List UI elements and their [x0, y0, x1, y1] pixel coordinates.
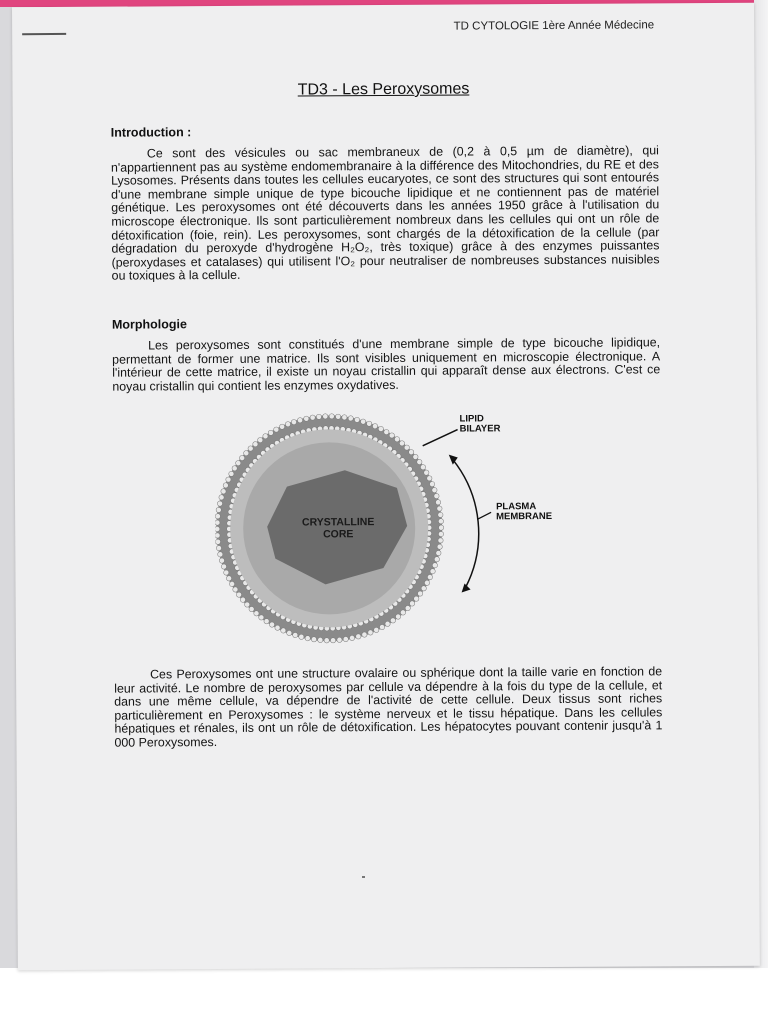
lipid-head: [249, 606, 254, 611]
lipid-head: [330, 638, 335, 643]
lipid-head: [424, 580, 429, 585]
lipid-head: [274, 427, 279, 432]
lipid-head: [224, 570, 229, 575]
lipid-head: [405, 606, 410, 611]
crystalline-core-label: [278, 516, 398, 541]
lipid-head: [410, 601, 415, 606]
lipid-head: [438, 519, 443, 524]
lipid-head: [324, 638, 329, 643]
lipid-head: [275, 625, 280, 630]
lipid-head: [434, 557, 439, 562]
lipid-head: [337, 637, 342, 642]
lipid-head: [223, 483, 228, 488]
lipid-head: [285, 422, 290, 427]
morphologie-heading: Morphologie: [111, 317, 187, 332]
lipid-head: [279, 424, 284, 429]
lipid-head: [226, 477, 231, 482]
peroxisome-diagram: [214, 407, 555, 649]
lipid-head: [297, 418, 302, 423]
core-label-line2: CORE: [323, 528, 354, 541]
lipid-head: [379, 625, 384, 630]
lipid-head: [399, 441, 404, 446]
lipid-head: [215, 514, 220, 519]
lipid-head: [316, 414, 321, 419]
lipid-head: [427, 575, 432, 580]
course-header: TD CYTOLOGIE 1ère Année Médecine: [453, 19, 655, 33]
lipid-head: [215, 520, 220, 525]
lipid-head: [413, 454, 418, 459]
introduction-paragraph: Ce sont des vésicules ou sac membraneux de (0,2 à 0,5 µm de diamètre), qui n'appartiennent pas au système endomembranaire à la différence des Mitochondries, du RE et des Lysosomes. Présents dans toutes les cellules eucaryotes, ce sont des structures qui sont entourés d'une membrane simple unique de type bicouche lipidique et ne contiennent pas de matériel génétique. Les peroxysomes ont été découverts dans les années 1950 grâce à l'utilisation du microscope électronique. Ils sont particulièrement nombreux dans les cellules qui ont un rôle de détoxification (foie, rein). Les peroxysomes, sont chargés de la détoxification de la cellule (par dégradation du peroxyde d'hydrogène H₂O₂, très toxique) grâce à des enzymes puissantes (peroxydases et catalases) qui utilisent l'O₂ pour neutraliser de nombreuses substances nuisibles ou toxiques à la cellule.: [110, 143, 660, 284]
lipid-head: [361, 419, 366, 424]
background-surface: [0, 968, 768, 1024]
lipid-head: [229, 471, 234, 476]
lipid-head: [221, 564, 226, 569]
lipid-head: [438, 531, 443, 536]
lipid-head: [259, 615, 264, 620]
lipid-head: [293, 632, 298, 637]
lipid-head: [299, 634, 304, 639]
lipid-head: [367, 421, 372, 426]
lipid-head: [378, 426, 383, 431]
lipid-head: [400, 610, 405, 615]
lipid-head: [245, 602, 250, 607]
lipid-head: [215, 539, 220, 544]
lipid-head: [232, 466, 237, 471]
lipid-head: [384, 429, 389, 434]
lipid-head: [362, 632, 367, 637]
lipid-head: [418, 591, 423, 596]
lipid-head: [239, 455, 244, 460]
lipid-head: [414, 596, 419, 601]
lipid-head: [233, 587, 238, 592]
lipid-head: [421, 586, 426, 591]
lipid-head: [248, 446, 253, 451]
lipid-head: [268, 430, 273, 435]
lipid-head: [253, 442, 258, 447]
lipid-head: [229, 581, 234, 586]
morphologie-paragraph: Les peroxysomes sont constitués d'une membrane simple de type bicouche lipidique, permettant de former une matrice. Ils sont visibles uniquement en microscopie électronique. A l'intérieur de cette matrice, il existe un noyau cristallin qui apparaît dense aux électrons. C'est ce noyau cristallin qui contient les enzymes oxydatives.: [112, 335, 661, 394]
lipid-head: [432, 487, 437, 492]
lipid-head: [432, 563, 437, 568]
lipid-head: [438, 512, 443, 517]
lipid-head: [304, 416, 309, 421]
lipid-label-line1: LIPID: [459, 413, 484, 425]
lipid-head: [427, 476, 432, 481]
lipid-head: [342, 415, 347, 420]
arc-arrow-bottom: [462, 583, 471, 592]
lipid-head: [240, 597, 245, 602]
lipid-head: [287, 630, 292, 635]
lipid-head: [254, 611, 259, 616]
lipid-label-line2: BILAYER: [459, 423, 501, 435]
lipid-head: [281, 628, 286, 633]
page-title: TD3 - Les Peroxysomes: [297, 80, 470, 99]
introduction-heading: Introduction :: [110, 125, 192, 140]
lipid-head: [390, 618, 395, 623]
lipid-head: [226, 576, 231, 581]
plasma-membrane-arc: [453, 459, 479, 587]
lipid-head: [349, 635, 354, 640]
lipid-head: [389, 433, 394, 438]
lipid-head: [396, 614, 401, 619]
core-label-line1: CRYSTALLINE: [301, 516, 375, 529]
lipid-head: [216, 507, 221, 512]
lipid-head: [258, 437, 263, 442]
lipid-head: [215, 533, 220, 538]
lipid-head: [310, 415, 315, 420]
lipid-head: [409, 450, 414, 455]
lipid-head: [323, 414, 328, 419]
lipid-head: [244, 451, 249, 456]
lipid-head: [305, 636, 310, 641]
lipid-head: [311, 637, 316, 642]
lipid-head: [372, 424, 377, 429]
plasma-label-line2: MEMBRANE: [496, 510, 553, 523]
lipid-bilayer-label: [460, 414, 501, 434]
lipid-head: [430, 569, 435, 574]
lipid-head: [368, 630, 373, 635]
lipid-head: [335, 414, 340, 419]
lipid-head: [329, 414, 334, 419]
lipid-head: [437, 506, 442, 511]
lipid-head: [215, 526, 220, 531]
plasma-membrane-pointer: [477, 512, 491, 519]
lipid-head: [343, 637, 348, 642]
lipid-head: [385, 621, 390, 626]
lipid-head: [437, 544, 442, 549]
lipid-head: [436, 550, 441, 555]
lipid-head: [404, 445, 409, 450]
plasma-label-line1: PLASMA: [496, 501, 537, 513]
lipid-head: [348, 416, 353, 421]
lipid-head: [420, 465, 425, 470]
lipid-head: [318, 637, 323, 642]
lipid-head: [434, 493, 439, 498]
lipid-head: [217, 501, 222, 506]
lipid-head: [219, 558, 224, 563]
lipid-head: [394, 437, 399, 442]
arc-arrow-top: [449, 455, 458, 465]
lipid-head: [263, 434, 268, 439]
plasma-membrane-label: [496, 502, 552, 522]
lipid-head: [424, 470, 429, 475]
lipid-head: [236, 592, 241, 597]
lipid-head: [236, 460, 241, 465]
lipid-head: [264, 619, 269, 624]
lipid-head: [354, 417, 359, 422]
conclusion-paragraph: Ces Peroxysomes ont une structure ovalaire ou sphérique dont la taille varie en fonction de leur activité. Le nombre de peroxysomes par cellule va dépendre à la fois du type de la cellule, et dans une même cellule, va dépendre de l'activité de cette cellule. Deux tissus sont riches particulièrement en Peroxysomes : le système nerveux et le tissu hépatique. Dans les cellules hépatiques et rénales, ils ont un rôle de détoxification. Les hépatocytes pouvant contenir jusqu'à 1 000 Peroxysomes.: [114, 664, 663, 750]
lipid-head: [356, 634, 361, 639]
lipid-head: [374, 627, 379, 632]
lipid-head: [438, 538, 443, 543]
lipid-head: [221, 489, 226, 494]
document-page: [12, 3, 760, 971]
lipid-head: [430, 481, 435, 486]
lipid-head: [218, 552, 223, 557]
lipid-head: [269, 622, 274, 627]
scan-speck: [362, 876, 365, 878]
margin-dash-mark: [22, 33, 66, 35]
lipid-head: [436, 500, 441, 505]
lipid-head: [439, 525, 444, 530]
lipid-head: [417, 459, 422, 464]
lipid-bilayer-pointer: [423, 430, 458, 446]
lipid-head: [219, 495, 224, 500]
lipid-head: [291, 419, 296, 424]
lipid-head: [216, 545, 221, 550]
